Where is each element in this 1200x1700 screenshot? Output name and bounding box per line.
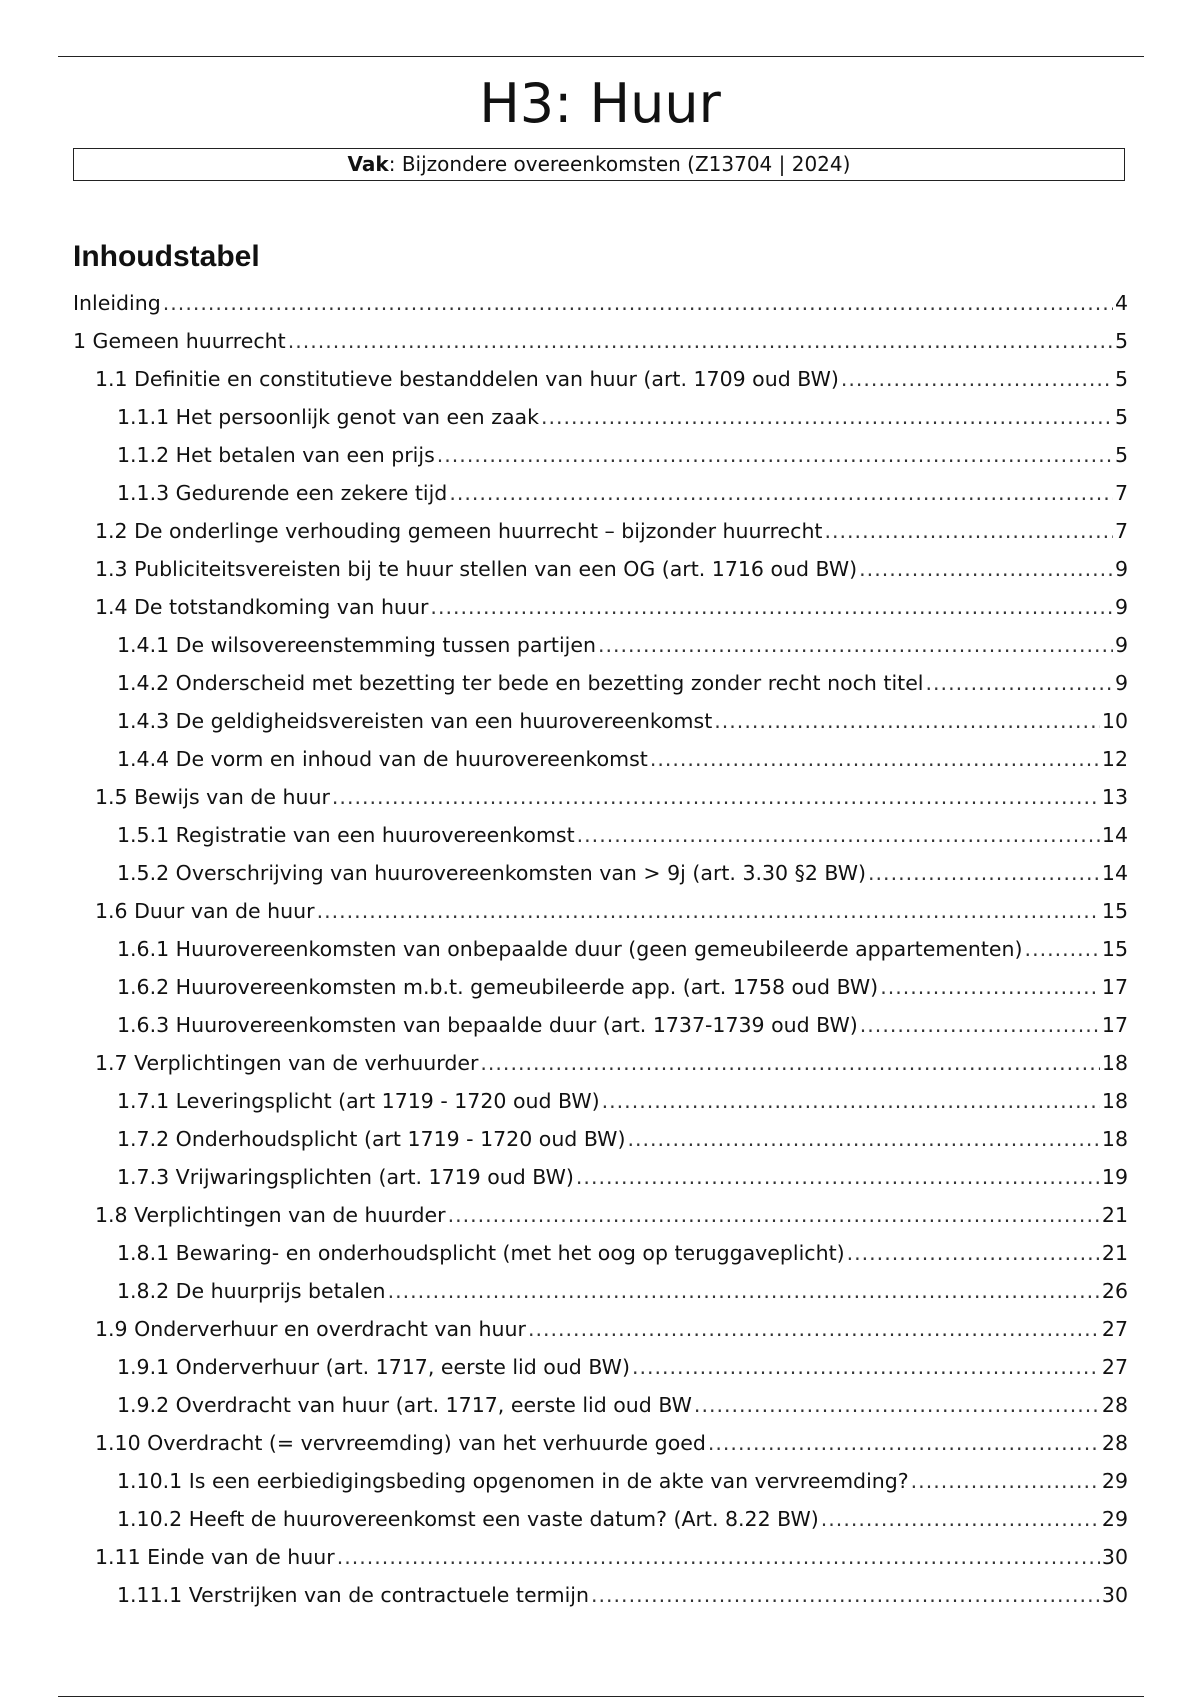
toc-entry[interactable] <box>73 968 1128 1006</box>
toc-entry-title: 1.10 Overdracht (= vervreemding) van het verhuurde goed <box>95 1431 706 1455</box>
toc-entry-title: 1.3 Publiciteitsvereisten bij te huur stellen van een OG (art. 1716 oud BW) <box>95 557 858 581</box>
toc-entry[interactable] <box>73 1576 1128 1614</box>
toc-entry-page: 10 <box>1101 709 1128 733</box>
toc-dot-leader <box>437 436 1113 474</box>
toc-dot-leader <box>868 854 1100 892</box>
toc-entry[interactable] <box>73 1158 1128 1196</box>
toc-entry-page: 5 <box>1114 405 1128 429</box>
toc-entry-title: 1.11 Einde van de huur <box>95 1545 335 1569</box>
toc-entry[interactable] <box>73 1082 1128 1120</box>
toc-entry[interactable] <box>73 1348 1128 1386</box>
toc-entry[interactable] <box>73 1462 1128 1500</box>
toc-entry-page: 7 <box>1114 481 1128 505</box>
toc-entry-title: 1.11.1 Verstrijken van de contractuele termijn <box>117 1583 589 1607</box>
toc-entry[interactable] <box>73 702 1128 740</box>
toc-entry[interactable] <box>73 626 1128 664</box>
toc-entry[interactable] <box>73 1310 1128 1348</box>
toc-entry-page: 18 <box>1101 1051 1128 1075</box>
toc-entry[interactable] <box>73 512 1128 550</box>
toc-dot-leader <box>448 1196 1100 1234</box>
toc-entry-page: 19 <box>1101 1165 1128 1189</box>
toc-entry-title: 1.10.1 Is een eerbiedigingsbeding opgenomen in de akte van vervreemding? <box>117 1469 909 1493</box>
toc-entry-page: 21 <box>1101 1241 1128 1265</box>
toc-dot-leader <box>337 1538 1100 1576</box>
toc-dot-leader <box>841 360 1113 398</box>
toc-entry-title: 1.5 Bewijs van de huur <box>95 785 330 809</box>
toc-dot-leader <box>577 816 1100 854</box>
toc-entry-page: 29 <box>1101 1507 1128 1531</box>
toc-entry[interactable] <box>73 322 1128 360</box>
toc-dot-leader <box>163 284 1113 322</box>
toc-entry-title: 1.1.1 Het persoonlijk genot van een zaak <box>117 405 539 429</box>
toc-entry[interactable] <box>73 740 1128 778</box>
toc-entry-title: 1.7 Verplichtingen van de verhuurder <box>95 1051 479 1075</box>
toc-entry-title: 1.6.3 Huurovereenkomsten van bepaalde duur (art. 1737-1739 oud BW) <box>117 1013 858 1037</box>
table-of-contents <box>73 284 1128 1614</box>
toc-entry-title: 1.8.1 Bewaring- en onderhoudsplicht (met het oog op teruggaveplicht) <box>117 1241 845 1265</box>
toc-entry-page: 28 <box>1101 1393 1128 1417</box>
toc-entry-title: 1.5.2 Overschrijving van huurovereenkomsten van > 9j (art. 3.30 §2 BW) <box>117 861 867 885</box>
toc-dot-leader <box>926 664 1113 702</box>
toc-entry-page: 13 <box>1101 785 1128 809</box>
toc-entry-title: 1.6 Duur van de huur <box>95 899 315 923</box>
toc-entry[interactable] <box>73 1006 1128 1044</box>
page-title: H3: Huur <box>479 72 721 135</box>
toc-entry-page: 5 <box>1114 367 1128 391</box>
toc-dot-leader <box>714 702 1100 740</box>
toc-entry-page: 26 <box>1101 1279 1128 1303</box>
toc-entry-page: 29 <box>1101 1469 1128 1493</box>
toc-dot-leader <box>576 1158 1100 1196</box>
toc-entry-page: 17 <box>1101 1013 1128 1037</box>
toc-entry-page: 15 <box>1101 899 1128 923</box>
toc-entry-title: 1.4.4 De vorm en inhoud van de huurovereenkomst <box>117 747 648 771</box>
toc-dot-leader <box>598 626 1113 664</box>
toc-entry-page: 21 <box>1101 1203 1128 1227</box>
toc-dot-leader <box>911 1462 1100 1500</box>
toc-entry[interactable] <box>73 664 1128 702</box>
toc-dot-leader <box>632 1348 1100 1386</box>
toc-entry-page: 9 <box>1114 671 1128 695</box>
toc-entry[interactable] <box>73 284 1128 322</box>
toc-dot-leader <box>627 1120 1099 1158</box>
toc-dot-leader <box>332 778 1100 816</box>
toc-entry-page: 30 <box>1101 1545 1128 1569</box>
toc-dot-leader <box>694 1386 1100 1424</box>
toc-entry-page: 9 <box>1114 595 1128 619</box>
toc-entry-title: 1.1 Definitie en constitutieve bestanddelen van huur (art. 1709 oud BW) <box>95 367 839 391</box>
toc-entry-title: 1.8 Verplichtingen van de huurder <box>95 1203 446 1227</box>
toc-entry[interactable] <box>73 778 1128 816</box>
toc-entry-page: 14 <box>1101 823 1128 847</box>
toc-dot-leader <box>480 1044 1100 1082</box>
toc-entry-title: 1.9.1 Onderverhuur (art. 1717, eerste lid oud BW) <box>117 1355 630 1379</box>
toc-entry-page: 4 <box>1114 291 1128 315</box>
toc-entry-page: 5 <box>1114 329 1128 353</box>
toc-entry[interactable] <box>73 588 1128 626</box>
toc-dot-leader <box>1025 930 1100 968</box>
toc-dot-leader <box>650 740 1100 778</box>
toc-dot-leader <box>449 474 1113 512</box>
toc-entry[interactable] <box>73 1120 1128 1158</box>
toc-entry-title: 1.7.1 Leveringsplicht (art 1719 - 1720 oud BW) <box>117 1089 600 1113</box>
toc-entry-page: 28 <box>1101 1431 1128 1455</box>
toc-dot-leader <box>859 550 1113 588</box>
toc-entry[interactable] <box>73 1234 1128 1272</box>
toc-entry-page: 9 <box>1114 557 1128 581</box>
toc-entry-page: 27 <box>1101 1317 1128 1341</box>
toc-entry-title: 1 Gemeen huurrecht <box>73 329 286 353</box>
bottom-rule <box>58 1696 1144 1697</box>
toc-dot-leader <box>602 1082 1100 1120</box>
toc-entry-page: 15 <box>1101 937 1128 961</box>
toc-entry[interactable] <box>73 930 1128 968</box>
toc-entry-page: 30 <box>1101 1583 1128 1607</box>
toc-entry[interactable] <box>73 816 1128 854</box>
toc-entry-page: 5 <box>1114 443 1128 467</box>
toc-entry-title: 1.4.3 De geldigheidsvereisten van een huurovereenkomst <box>117 709 713 733</box>
toc-entry-title: 1.4.1 De wilsovereenstemming tussen partijen <box>117 633 596 657</box>
course-label: Vak <box>347 152 389 176</box>
toc-entry-page: 7 <box>1114 519 1128 543</box>
toc-dot-leader <box>528 1310 1100 1348</box>
toc-entry[interactable] <box>73 1538 1128 1576</box>
top-rule <box>58 56 1144 57</box>
toc-dot-leader <box>317 892 1100 930</box>
toc-dot-leader <box>847 1234 1100 1272</box>
toc-entry-title: 1.7.3 Vrijwaringsplichten (art. 1719 oud BW) <box>117 1165 574 1189</box>
toc-entry-title: 1.10.2 Heeft de huurovereenkomst een vaste datum? (Art. 8.22 BW) <box>117 1507 819 1531</box>
toc-entry-title: Inleiding <box>73 291 161 315</box>
toc-dot-leader <box>388 1272 1100 1310</box>
toc-entry[interactable] <box>73 474 1128 512</box>
toc-entry-page: 18 <box>1101 1127 1128 1151</box>
course-value: : Bijzondere overeenkomsten (Z13704 | 2024) <box>388 152 851 176</box>
toc-entry-title: 1.9.2 Overdracht van huur (art. 1717, eerste lid oud BW <box>117 1393 692 1417</box>
toc-dot-leader <box>860 1006 1100 1044</box>
toc-entry[interactable] <box>73 436 1128 474</box>
toc-entry-title: 1.2 De onderlinge verhouding gemeen huurrecht – bijzonder huurrecht <box>95 519 823 543</box>
toc-entry[interactable] <box>73 892 1128 930</box>
toc-entry[interactable] <box>73 1272 1128 1310</box>
toc-dot-leader <box>821 1500 1100 1538</box>
toc-entry-title: 1.8.2 De huurprijs betalen <box>117 1279 386 1303</box>
toc-entry-page: 18 <box>1101 1089 1128 1113</box>
toc-entry-title: 1.6.1 Huurovereenkomsten van onbepaalde duur (geen gemeubileerde appartementen) <box>117 937 1023 961</box>
toc-entry-title: 1.4 De totstandkoming van huur <box>95 595 429 619</box>
toc-entry-title: 1.7.2 Onderhoudsplicht (art 1719 - 1720 oud BW) <box>117 1127 626 1151</box>
toc-entry[interactable] <box>73 360 1128 398</box>
toc-entry-title: 1.1.2 Het betalen van een prijs <box>117 443 435 467</box>
toc-dot-leader <box>591 1576 1100 1614</box>
toc-entry[interactable] <box>73 854 1128 892</box>
toc-dot-leader <box>430 588 1113 626</box>
toc-entry-title: 1.9 Onderverhuur en overdracht van huur <box>95 1317 526 1341</box>
toc-dot-leader <box>541 398 1113 436</box>
toc-entry-page: 14 <box>1101 861 1128 885</box>
toc-dot-leader <box>880 968 1100 1006</box>
toc-entry-page: 27 <box>1101 1355 1128 1379</box>
toc-entry[interactable] <box>73 1196 1128 1234</box>
toc-entry[interactable] <box>73 1044 1128 1082</box>
toc-entry[interactable] <box>73 398 1128 436</box>
toc-entry-page: 9 <box>1114 633 1128 657</box>
toc-entry-title: 1.4.2 Onderscheid met bezetting ter bede en bezetting zonder recht noch titel <box>117 671 924 695</box>
toc-entry[interactable] <box>73 1386 1128 1424</box>
toc-entry[interactable] <box>73 550 1128 588</box>
toc-entry-page: 17 <box>1101 975 1128 999</box>
toc-entry-title: 1.6.2 Huurovereenkomsten m.b.t. gemeubileerde app. (art. 1758 oud BW) <box>117 975 879 999</box>
toc-heading: Inhoudstabel <box>73 240 260 273</box>
toc-entry[interactable] <box>73 1500 1128 1538</box>
course-info-box <box>73 148 1125 181</box>
toc-entry-title: 1.5.1 Registratie van een huurovereenkomst <box>117 823 575 847</box>
toc-dot-leader <box>708 1424 1100 1462</box>
toc-entry-page: 12 <box>1101 747 1128 771</box>
toc-entry[interactable] <box>73 1424 1128 1462</box>
toc-entry-title: 1.1.3 Gedurende een zekere tijd <box>117 481 448 505</box>
toc-dot-leader <box>824 512 1112 550</box>
toc-dot-leader <box>288 322 1113 360</box>
